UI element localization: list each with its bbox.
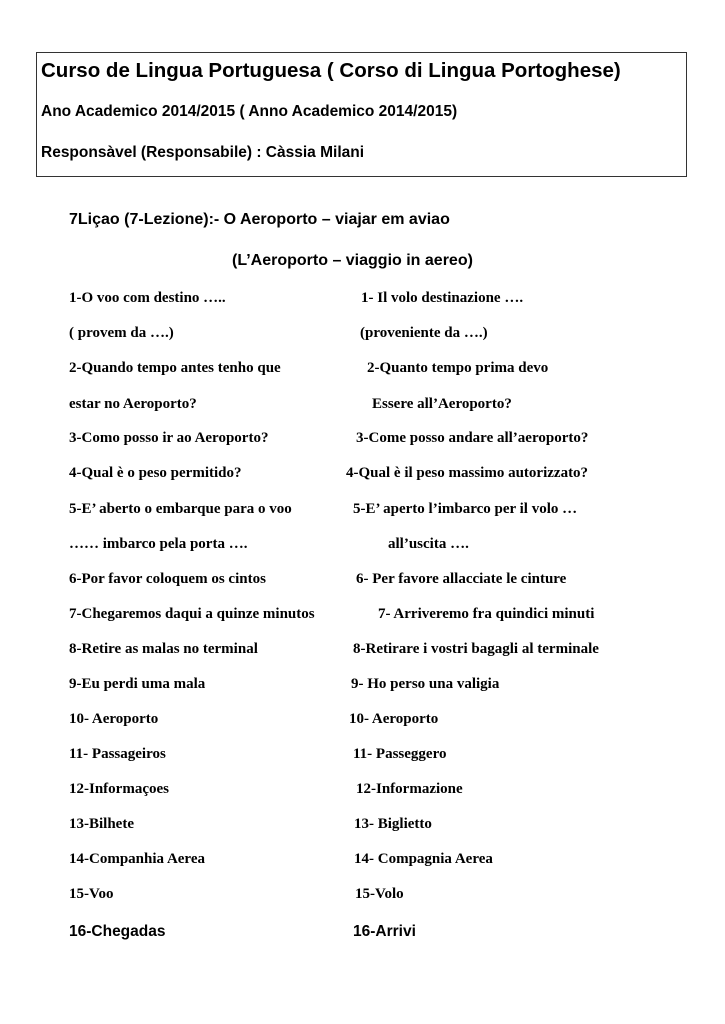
vocab-pt-12: 9-Eu perdi uma mala (69, 676, 206, 692)
vocab-it-2: (proveniente da ….) (360, 325, 488, 341)
vocab-pt-10: 7-Chegaremos daqui a quinze minutos (69, 606, 315, 622)
vocab-pt-18: 15-Voo (69, 886, 114, 902)
vocab-it-16: 13- Biglietto (354, 816, 432, 832)
vocab-pt-13: 10- Aeroporto (69, 711, 159, 727)
vocab-it-10: 7- Arriveremo fra quindici minuti (378, 606, 595, 622)
vocab-it-14: 11- Passeggero (353, 746, 447, 762)
lesson-subtitle: (L’Aeroporto – viaggio in aereo) (232, 252, 473, 269)
vocab-pt-11: 8-Retire as malas no terminal (69, 641, 258, 657)
vocab-it-18: 15-Volo (355, 886, 404, 902)
vocab-it-7: 5-E’ aperto l’imbarco per il volo … (353, 501, 578, 517)
vocab-it-3: 2-Quanto tempo prima devo (367, 360, 549, 376)
course-responsible: Responsàvel (Responsabile) : Càssia Milani (41, 144, 365, 161)
vocab-pt-17: 14-Companhia Aerea (69, 851, 205, 867)
vocab-it-17: 14- Compagnia Aerea (354, 851, 493, 867)
vocab-it-9: 6- Per favore allacciate le cinture (356, 571, 567, 587)
lesson-title: 7Liçao (7-Lezione):- O Aeroporto – viajar em aviao (69, 211, 450, 228)
vocab-pt-2: ( provem da ….) (69, 325, 174, 341)
vocab-pt-14: 11- Passageiros (69, 746, 166, 762)
course-title: Curso de Lingua Portuguesa ( Corso di Lingua Portoghese) (41, 59, 621, 82)
vocab-it-19: 16-Arrivi (353, 923, 416, 940)
vocab-it-11: 8-Retirare i vostri bagagli al terminale (353, 641, 599, 657)
vocab-pt-8: …… imbarco pela porta …. (69, 536, 248, 552)
vocab-it-15: 12-Informazione (356, 781, 463, 797)
vocab-it-5: 3-Come posso andare all’aeroporto? (356, 430, 589, 446)
vocab-it-8: all’uscita …. (388, 536, 469, 552)
vocab-pt-7: 5-E’ aberto o embarque para o voo (69, 501, 292, 517)
vocab-pt-9: 6-Por favor coloquem os cintos (69, 571, 266, 587)
vocab-it-12: 9- Ho perso una valigia (351, 676, 500, 692)
vocab-it-1: 1- Il volo destinazione …. (361, 290, 524, 306)
vocab-pt-6: 4-Qual è o peso permitido? (69, 465, 242, 481)
vocab-pt-1: 1-O voo com destino ….. (69, 290, 226, 306)
vocab-pt-19: 16-Chegadas (69, 923, 166, 940)
vocab-it-13: 10- Aeroporto (349, 711, 439, 727)
academic-year: Ano Academico 2014/2015 ( Anno Academico 2014/2015) (41, 103, 458, 120)
vocab-pt-4: estar no Aeroporto? (69, 396, 197, 412)
vocab-pt-3: 2-Quando tempo antes tenho que (69, 360, 281, 376)
course-header-box (36, 52, 687, 177)
vocab-it-6: 4-Qual è il peso massimo autorizzato? (346, 465, 589, 481)
vocab-pt-15: 12-Informaçoes (69, 781, 169, 797)
vocab-pt-16: 13-Bilhete (69, 816, 134, 832)
vocab-pt-5: 3-Como posso ir ao Aeroporto? (69, 430, 269, 446)
vocab-it-4: Essere all’Aeroporto? (372, 396, 512, 412)
